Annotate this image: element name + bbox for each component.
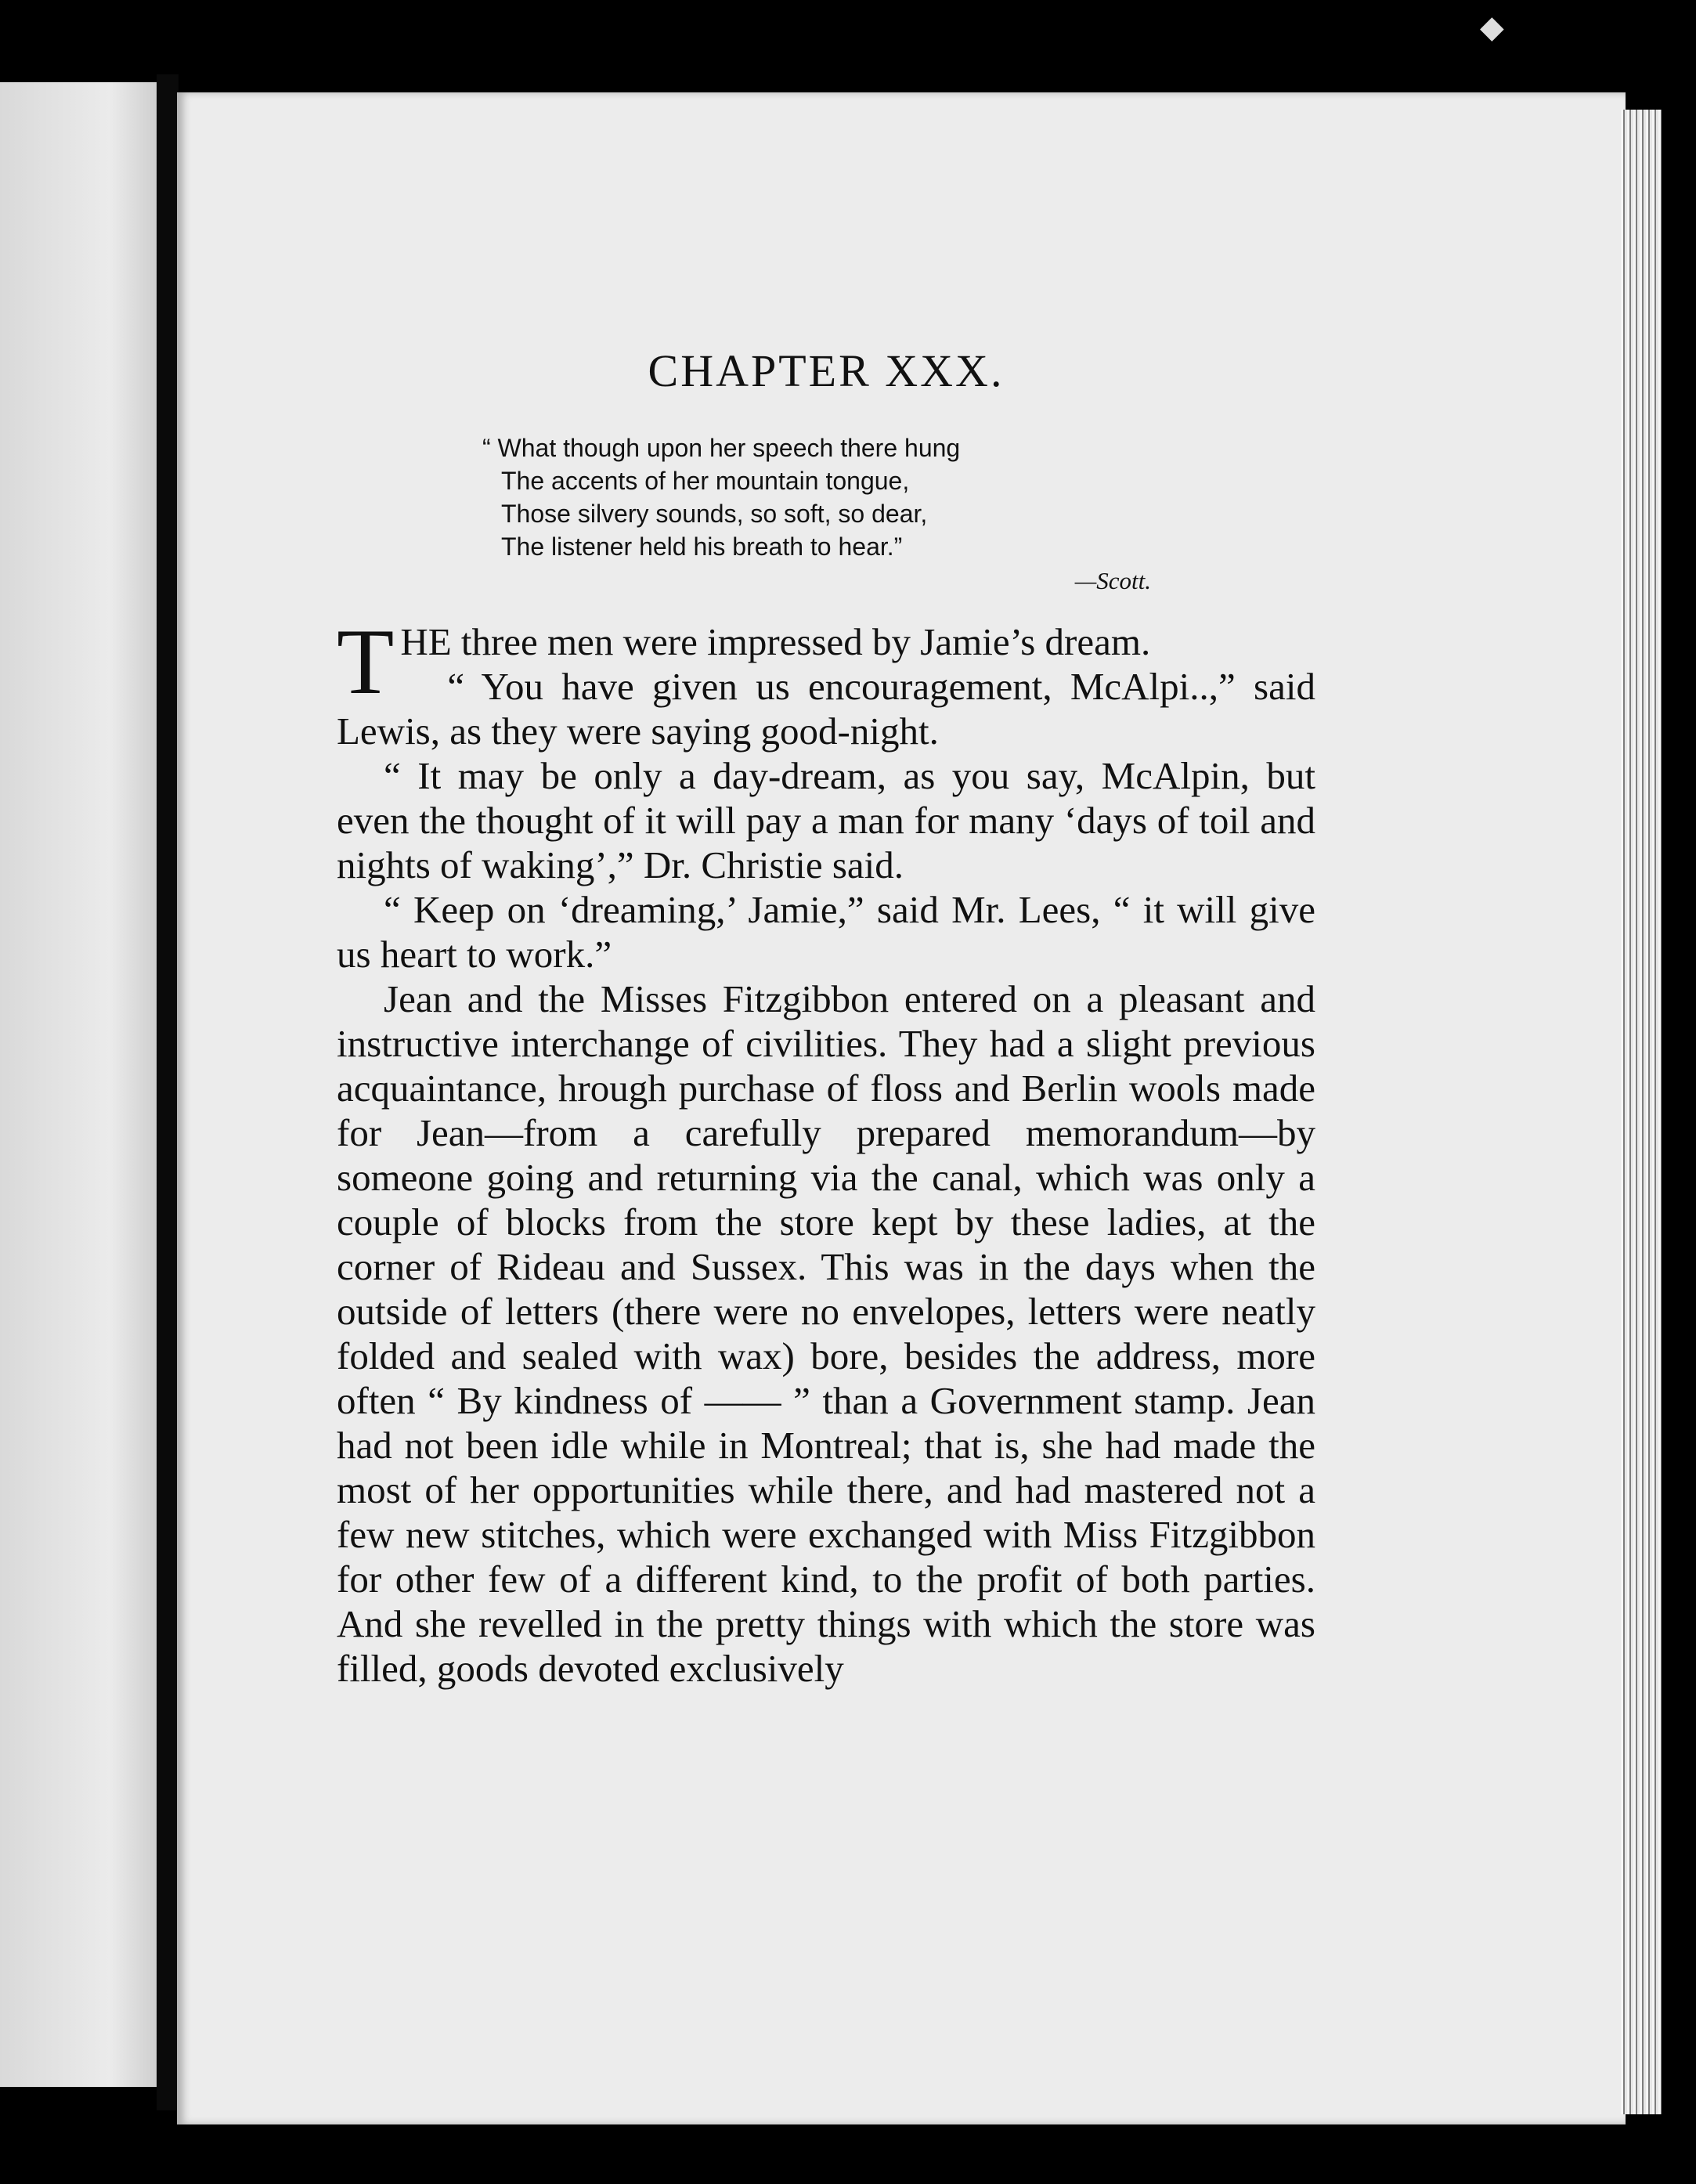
epigraph-line: The listener held his breath to hear.” [501,532,903,561]
paragraph: Jean and the Misses Fitzgibbon entered on a pleasant and instructive interchange of civilities. They had a slight previous acquaintance, hrough purchase of floss and Berlin wools made for Jean—from a carefully prepared memorandum—by someone going and returning via the canal, which was only a couple of blocks from the store kept by these ladies, at the corner of Rideau and Sussex. This was in the days when the outside of letters (there were no envelopes, letters were neatly folded and sealed with wax) bore, besides the address, more often “ By kindness of —— ” than a Government stamp. Jean had not been idle while in Montreal; that is, she had made the most of her opportunities while there, and had mastered not a few new stitches, which were exchanged with Miss Fitzgibbon for other few of a different kind, to the profit of both parties. And she revelled in the pretty things with which the store was filled, goods devoted exclusively [337,977,1315,1690]
epigraph-attribution: —Scott. [1074,567,1151,594]
page-text [337,345,1315,1691]
paragraph: “ It may be only a day-dream, as you say, McAlpin, but even the thought of it will pay a man for many ‘days of toil and nights of waking’,” Dr. Christie said. [337,754,1315,886]
facing-page-edge [0,82,157,2087]
epigraph-line: Those silvery sounds, so soft, so dear, [501,500,928,528]
epigraph [482,431,1151,597]
page-stack-edges [1621,110,1662,2114]
book-gutter [157,74,179,2110]
chapter-heading: CHAPTER XXX. [648,345,1005,396]
opening-text: HE three men were impressed by Jamie’s dream. [400,620,1151,663]
scan-speck: ◆ [1480,9,1504,45]
paragraph: “ You have given us encouragement, McAlpi..,” said Lewis, as they were saying good-night. [337,665,1315,753]
epigraph-line: “ What though upon her speech there hung [482,434,961,462]
epigraph-line: The accents of her mountain tongue, [501,467,910,495]
drop-cap: T [337,609,395,713]
paragraph: “ Keep on ‘dreaming,’ Jamie,” said Mr. Lees, “ it will give us heart to work.” [337,888,1315,976]
